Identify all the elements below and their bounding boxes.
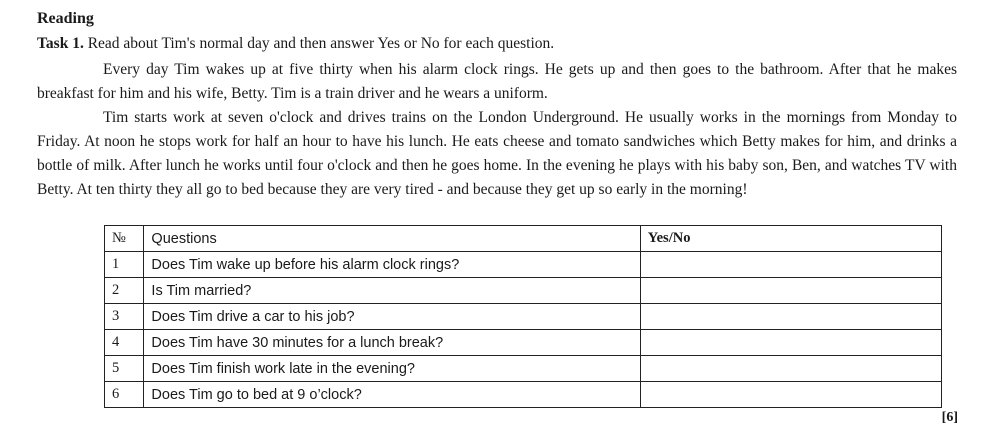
question-text: Does Tim wake up before his alarm clock rings? (144, 252, 640, 278)
task-label: Task 1. (37, 35, 84, 52)
reading-paragraph-1: Every day Tim wakes up at five thirty when his alarm clock rings. He gets up and then goes to the bathroom. After that he makes breakfast for him and his wife, Betty. Tim is a train driver and he wears a uniform. (37, 61, 957, 102)
questions-table (104, 225, 942, 408)
task-instruction-text: Read about Tim's normal day and then answer Yes or No for each question. (87, 35, 555, 52)
table-row (105, 304, 942, 330)
score-marker: [6] (941, 410, 958, 425)
table-row (105, 252, 942, 278)
row-number: 3 (105, 304, 144, 330)
table-row (105, 356, 942, 382)
row-number: 1 (105, 252, 144, 278)
question-text: Does Tim drive a car to his job? (144, 304, 640, 330)
answer-cell[interactable] (640, 304, 941, 330)
answer-cell[interactable] (640, 356, 941, 382)
section-heading: Reading (37, 10, 94, 27)
row-number: 2 (105, 278, 144, 304)
table-row (105, 278, 942, 304)
table-row (105, 382, 942, 408)
header-yes-no: Yes/No (640, 226, 941, 252)
row-number: 6 (105, 382, 144, 408)
row-number: 5 (105, 356, 144, 382)
answer-cell[interactable] (640, 278, 941, 304)
answer-cell[interactable] (640, 330, 941, 356)
question-text: Does Tim have 30 minutes for a lunch break? (144, 330, 640, 356)
table-header-row (105, 226, 942, 252)
reading-paragraph-2: Tim starts work at seven o'clock and drives trains on the London Underground. He usually works in the mornings from Monday to Friday. At noon he stops work for half an hour to have his lunch. He eats cheese and tomato sandwiches which Betty makes for him, and drinks a bottle of milk. After lunch he works until four o'clock and then he goes home. In the evening he plays with his baby son, Ben, and watches TV with Betty. At ten thirty they all go to bed because they are very tired - and because they get up so early in the morning! (37, 109, 957, 198)
table-row (105, 330, 942, 356)
answer-cell[interactable] (640, 382, 941, 408)
question-text: Does Tim finish work late in the evening? (144, 356, 640, 382)
task-instruction (37, 35, 554, 53)
header-number: № (105, 226, 144, 252)
answer-cell[interactable] (640, 252, 941, 278)
question-text: Is Tim married? (144, 278, 640, 304)
question-text: Does Tim go to bed at 9 o’clock? (144, 382, 640, 408)
row-number: 4 (105, 330, 144, 356)
header-questions: Questions (144, 226, 640, 252)
